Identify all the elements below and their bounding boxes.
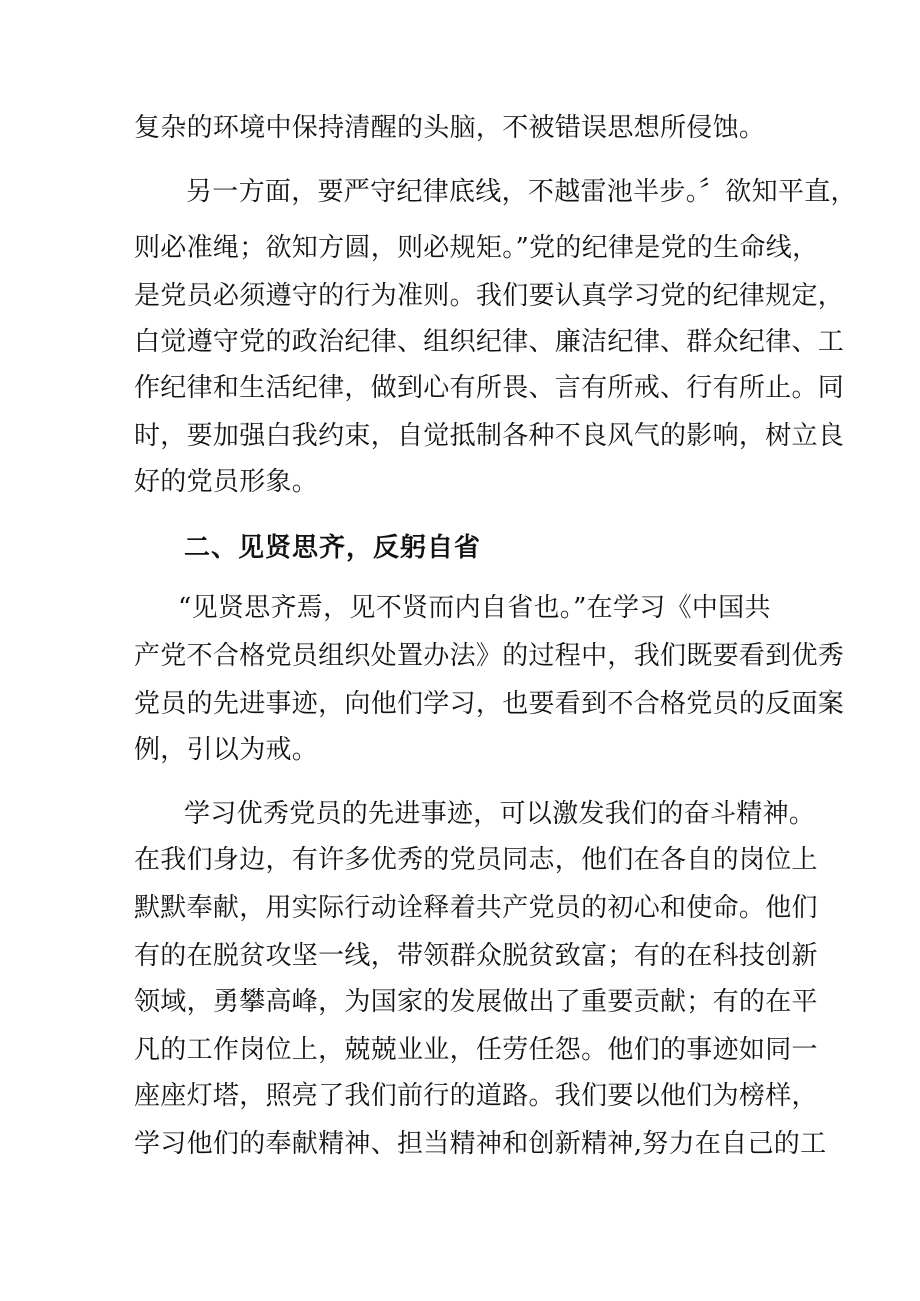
text-line: 另一方面，要严守纪律底线，不越雷池半步。〞欲知平直， <box>186 177 857 207</box>
text-line: 凡的工作岗位上，兢兢业业，任劳任怨。他们的事迹如同一 <box>134 1035 818 1065</box>
text-line: 产党不合格党员组织处置办法》的过程中，我们既要看到优秀 <box>134 641 845 671</box>
text-line: 白觉遵守党的政治纪律、组织纪律、廉洁纪律、群众纪律、工 <box>134 327 845 357</box>
text-line: 座座灯塔，照亮了我们前行的道路。我们要以他们为榜样， <box>134 1081 818 1111</box>
text-line: 好的党员形象。 <box>134 467 319 497</box>
text-line: 学习优秀党员的先进事迹，可以激发我们的奋斗精神。 <box>184 799 816 829</box>
text-line: 作纪律和生活纪律，做到心有所畏、言有所戒、行有所止。同 <box>134 373 845 403</box>
section-heading: 二、见贤思齐，反躬自省 <box>184 533 482 563</box>
text-line: 在我们身边，有许多优秀的党员同志，他们在各自的岗位上 <box>134 845 818 875</box>
text-line: “见贤思齐焉，见不贤而内自省也。”在学习《中国共 <box>178 593 771 623</box>
text-line: 则必准绳；欲知方圆，则必规矩。”党的纪律是党的生命线， <box>134 233 819 263</box>
text-line: 党员的先进事迹，向他们学习，也要看到不合格党员的反面案 <box>134 689 845 719</box>
text-line: 有的在脱贫攻坚一线，带领群众脱贫致富；有的在科技创新 <box>134 941 818 971</box>
text-line: 默默奉献，用实际行动诠释着共产党员的初心和使命。他们 <box>134 893 818 923</box>
text-line: 时，要加强白我约束，自觉抵制各种不良风气的影响，树立良 <box>134 421 845 451</box>
text-line: 是党员必须遵守的行为准则。我们要认真学习党的纪律规定， <box>134 281 845 311</box>
text-line: 例，引以为戒。 <box>134 735 319 765</box>
text-line: 领域，勇攀高峰，为国家的发展做出了重要贡献；有的在平 <box>134 987 818 1017</box>
text-line: 复杂的环境中保持清醒的头脑，不被错误思想所侵蚀。 <box>134 113 766 143</box>
text-line: 学习他们的奉献精神、担当精神和创新精神,努力在自己的工 <box>134 1129 827 1159</box>
